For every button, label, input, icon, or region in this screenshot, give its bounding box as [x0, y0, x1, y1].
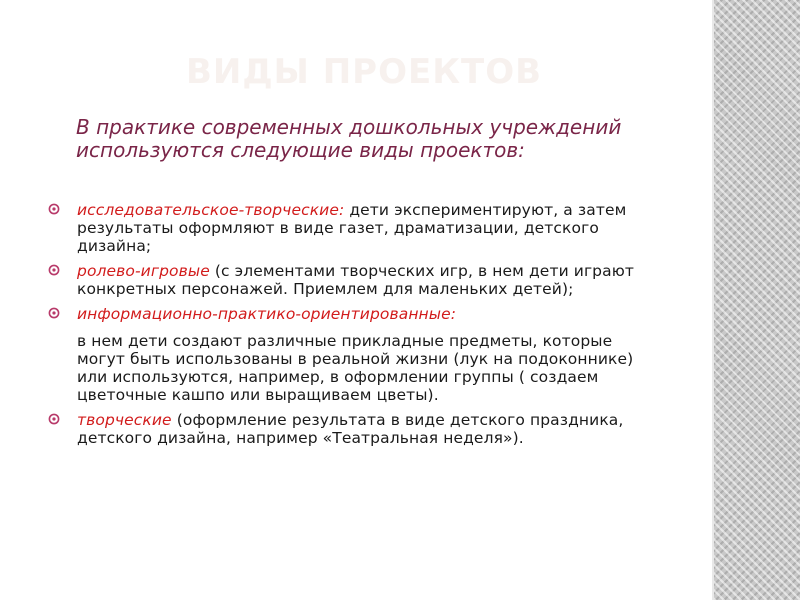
bullet-icon: [48, 307, 60, 319]
list-item-information-practice-description: [48, 332, 658, 404]
item-term: ролево-игровые: [77, 262, 210, 280]
list-item-information-practice: [48, 305, 658, 323]
decorative-side-stripe: [712, 0, 800, 600]
bullet-icon: [48, 203, 60, 215]
item-description: (оформление результата в виде детского праздника, детского дизайна, например «Театральная неделя»).: [77, 411, 624, 447]
project-types-list: [48, 201, 658, 447]
item-description: дети экспериментируют, а затем результаты оформляют в виде газет, драматизации, детского дизайна;: [77, 201, 627, 255]
bullet-icon: [48, 264, 60, 276]
bullet-icon: [48, 413, 60, 425]
list-item-research: [48, 201, 658, 255]
item-term: творческие: [77, 411, 172, 429]
item-term: исследовательское-творческие:: [77, 201, 345, 219]
item-term: информационно-практико-ориентированные:: [77, 305, 457, 323]
intro-text: В практике современных дошкольных учреждений используются следующие виды проектов:: [76, 115, 622, 162]
item-description: в нем дети создают различные прикладные предметы, которые могут быть использованы в реальной жизни (лук на подоконнике) или используются, например, в оформлении группы ( создаем цветочные кашпо или выращиваем цветы).: [77, 332, 634, 404]
slide-title: ВИДЫ ПРОЕКТОВ: [186, 52, 543, 92]
item-description: (с элементами творческих игр, в нем дети играют конкретных персонажей. Приемлем для маленьких детей);: [77, 262, 634, 298]
list-item-role-play: [48, 262, 658, 298]
list-item-creative: [48, 411, 658, 447]
